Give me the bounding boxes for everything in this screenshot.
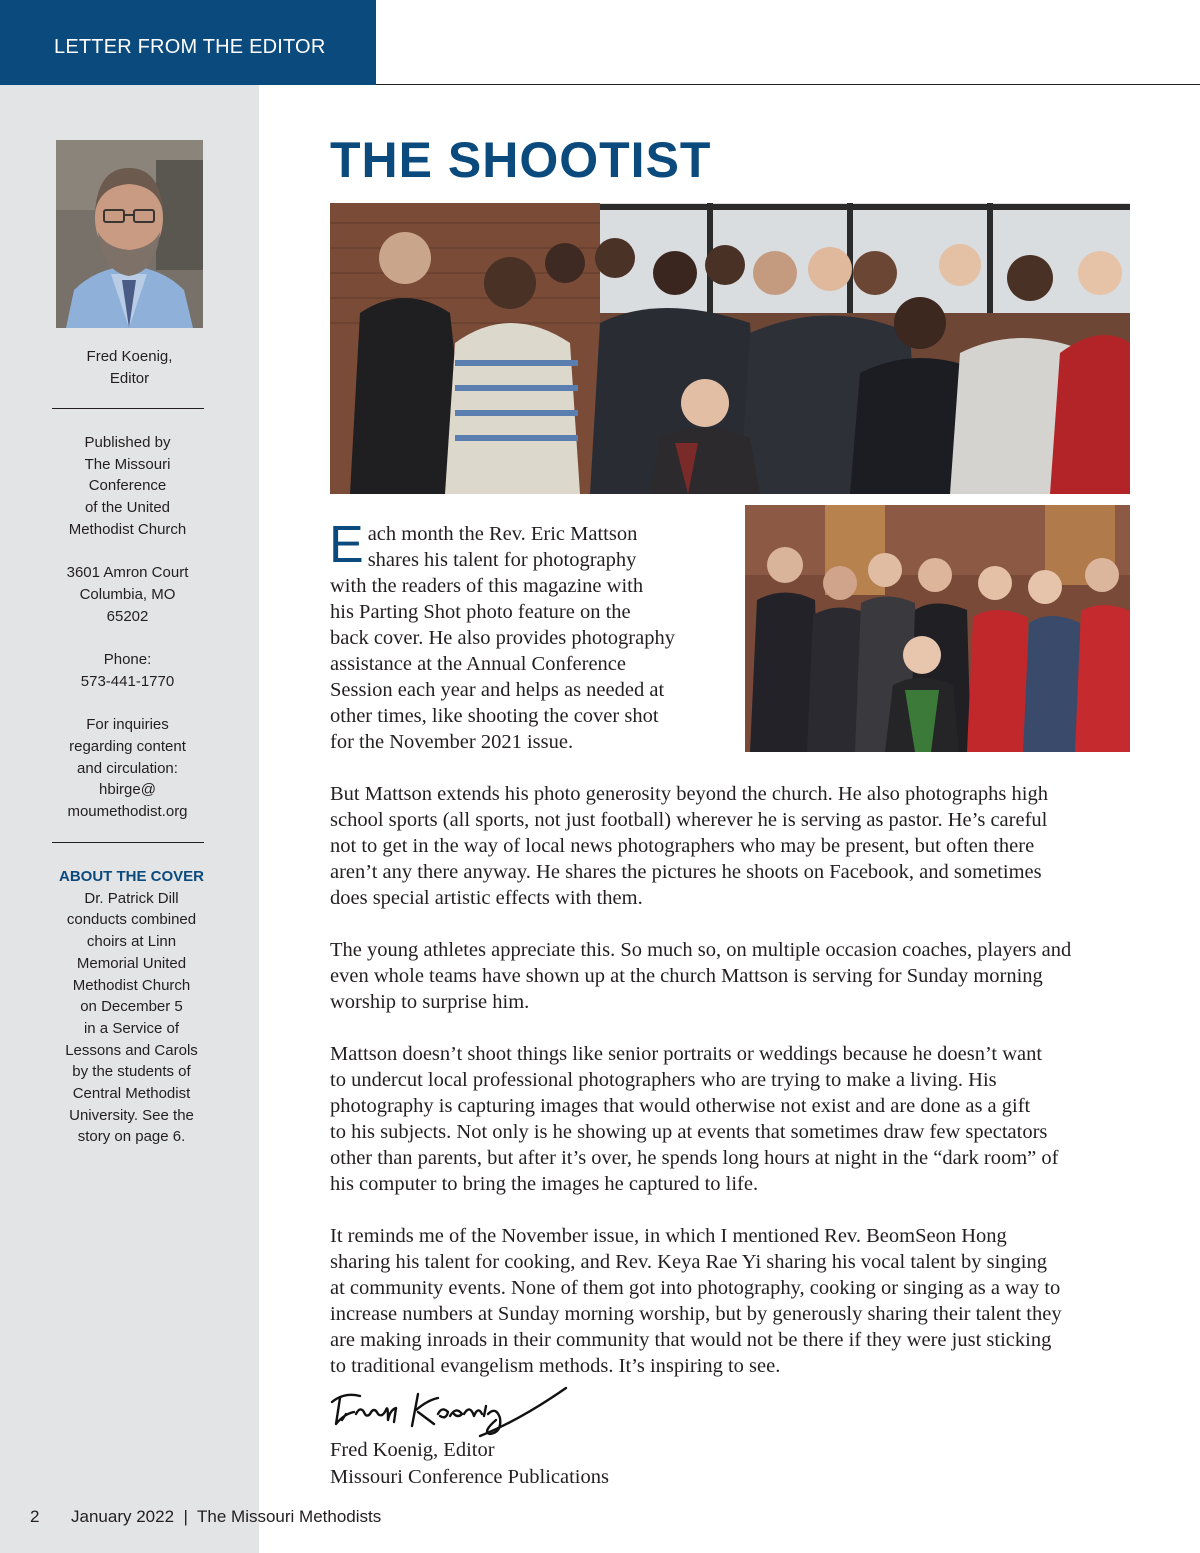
publisher-line: Published by bbox=[84, 434, 171, 451]
paragraph-line: to his subjects. Not only is he showing up at events that sometimes draw few spectators bbox=[330, 1121, 1048, 1143]
intro-line: Session each year and helps as needed at bbox=[330, 679, 665, 701]
editor-signature bbox=[330, 1384, 570, 1440]
paragraph-line: are making inroads in their community that would not be there if they were just sticking bbox=[330, 1329, 1052, 1351]
phone-number: 573-441-1770 bbox=[80, 672, 175, 690]
paragraph-line: school sports (all sports, not just football) wherever he is serving as pastor. He’s careful bbox=[330, 809, 1048, 831]
paragraph-line: not to get in the way of local news photographers who may be present, but often there bbox=[330, 835, 1035, 857]
about-cover-heading: ABOUT THE COVER bbox=[58, 868, 204, 885]
paragraph-line: at community events. None of them got into photography, cooking or singing as a way to bbox=[330, 1277, 1061, 1299]
sign-off bbox=[330, 1437, 730, 1491]
intro-line: ach month the Rev. Eric Mattson bbox=[367, 523, 638, 545]
intro-line: assistance at the Annual Conference bbox=[330, 653, 626, 675]
about-cover-line: choirs at Linn bbox=[86, 933, 177, 951]
address-line: Columbia, MO bbox=[79, 585, 176, 603]
about-cover-line: in a Service of bbox=[83, 1019, 180, 1037]
about-cover-line: Methodist Church bbox=[72, 976, 191, 994]
issue-line: January 2022 | The Missouri Methodists bbox=[71, 1507, 382, 1526]
editor-caption-name: Fred Koenig, bbox=[86, 348, 173, 365]
intro-line: shares his talent for photography bbox=[367, 549, 637, 571]
sign-off-org: Missouri Conference Publications bbox=[330, 1466, 609, 1488]
paragraph-line: increase numbers at Sunday morning worship, but by generously sharing their talent they bbox=[330, 1303, 1062, 1325]
inquiries-email-domain[interactable]: moumethodist.org bbox=[67, 802, 188, 820]
article-title: THE SHOOTIST bbox=[330, 132, 712, 188]
article-paragraph bbox=[330, 781, 1150, 911]
intro-line: with the readers of this magazine with bbox=[330, 575, 644, 597]
inquiries-email-user[interactable]: hbirge@ bbox=[99, 781, 156, 799]
inquiries-line: For inquiries bbox=[86, 716, 169, 734]
about-cover-line: on December 5 bbox=[80, 998, 183, 1016]
team-photo bbox=[330, 203, 1130, 494]
paragraph-line: It reminds me of the November issue, in which I mentioned Rev. BeomSeon Hong bbox=[330, 1225, 1007, 1247]
section-label: LETTER FROM THE EDITOR bbox=[54, 36, 326, 58]
address-line: 65202 bbox=[106, 607, 149, 625]
paragraph-line: aren’t any there anyway. He shares the pictures he shoots on Facebook, and sometimes bbox=[330, 861, 1042, 883]
header-divider bbox=[376, 84, 1200, 85]
editor-caption-role: Editor bbox=[109, 369, 150, 387]
editor-caption bbox=[52, 346, 207, 389]
intro-line: back cover. He also provides photography bbox=[330, 627, 675, 649]
paragraph-line: But Mattson extends his photo generosity beyond the church. He also photographs high bbox=[330, 783, 1048, 805]
about-cover-line: Lessons and Carols bbox=[65, 1041, 198, 1059]
intro-line: for the November 2021 issue. bbox=[330, 731, 574, 753]
address-line: 3601 Amron Court bbox=[66, 564, 189, 582]
publisher-line: The Missouri bbox=[84, 455, 171, 473]
paragraph-line: The young athletes appreciate this. So much so, on multiple occasion coaches, players and bbox=[330, 939, 1072, 961]
paragraph-line: other than parents, but after it’s over, he spends long hours at night in the “dark room” of bbox=[330, 1147, 1059, 1169]
paragraph-line: to traditional evangelism methods. It’s inspiring to see. bbox=[330, 1355, 781, 1377]
about-cover-line: by the students of bbox=[72, 1063, 191, 1081]
sign-off-name: Fred Koenig, Editor bbox=[330, 1439, 495, 1461]
publisher-info bbox=[50, 432, 205, 823]
about-cover-line: Dr. Patrick Dill bbox=[84, 889, 179, 907]
section-tab bbox=[0, 0, 376, 85]
softball-team-photo bbox=[745, 505, 1130, 752]
paragraph-line: sharing his talent for cooking, and Rev. Keya Rae Yi sharing his vocal talent by singing bbox=[330, 1251, 1047, 1273]
article-paragraph bbox=[330, 1041, 1150, 1197]
paragraph-line: his computer to bring the images he captured to life. bbox=[330, 1173, 759, 1195]
about-cover-line: University. See the bbox=[69, 1106, 194, 1124]
intro-line: his Parting Shot photo feature on the bbox=[330, 601, 631, 623]
publisher-line: of the United bbox=[84, 499, 171, 517]
paragraph-line: photography is capturing images that would otherwise not exist and are done as a gift bbox=[330, 1095, 1031, 1117]
paragraph-line: does special artistic effects with them. bbox=[330, 887, 643, 909]
paragraph-line: even whole teams have shown up at the church Mattson is serving for Sunday morning bbox=[330, 965, 1043, 987]
editor-portrait bbox=[56, 140, 203, 328]
article-paragraph bbox=[330, 937, 1150, 1015]
about-cover-line: Central Methodist bbox=[72, 1085, 191, 1103]
about-cover-line: conducts combined bbox=[66, 911, 197, 929]
article-paragraph bbox=[330, 1223, 1150, 1379]
phone-label: Phone: bbox=[103, 651, 152, 668]
inquiries-line: regarding content bbox=[69, 737, 186, 755]
paragraph-line: to undercut local professional photographers who are trying to make a living. His bbox=[330, 1069, 997, 1091]
publisher-line: Methodist Church bbox=[68, 520, 187, 538]
about-cover-line: story on page 6. bbox=[77, 1128, 186, 1146]
drop-cap: E bbox=[329, 516, 364, 574]
paragraph-line: Mattson doesn’t shoot things like senior portraits or weddings because he doesn’t want bbox=[330, 1043, 1043, 1065]
about-the-cover bbox=[54, 866, 209, 1148]
page-number: 2 bbox=[30, 1507, 40, 1526]
sidebar-divider bbox=[52, 842, 204, 843]
publisher-line: Conference bbox=[88, 477, 167, 495]
article-intro bbox=[329, 516, 710, 755]
intro-line: other times, like shooting the cover shot bbox=[330, 705, 659, 727]
inquiries-line: and circulation: bbox=[77, 759, 178, 777]
about-cover-line: Memorial United bbox=[76, 954, 187, 972]
sidebar-divider bbox=[52, 408, 204, 409]
paragraph-line: worship to surprise him. bbox=[330, 991, 530, 1013]
